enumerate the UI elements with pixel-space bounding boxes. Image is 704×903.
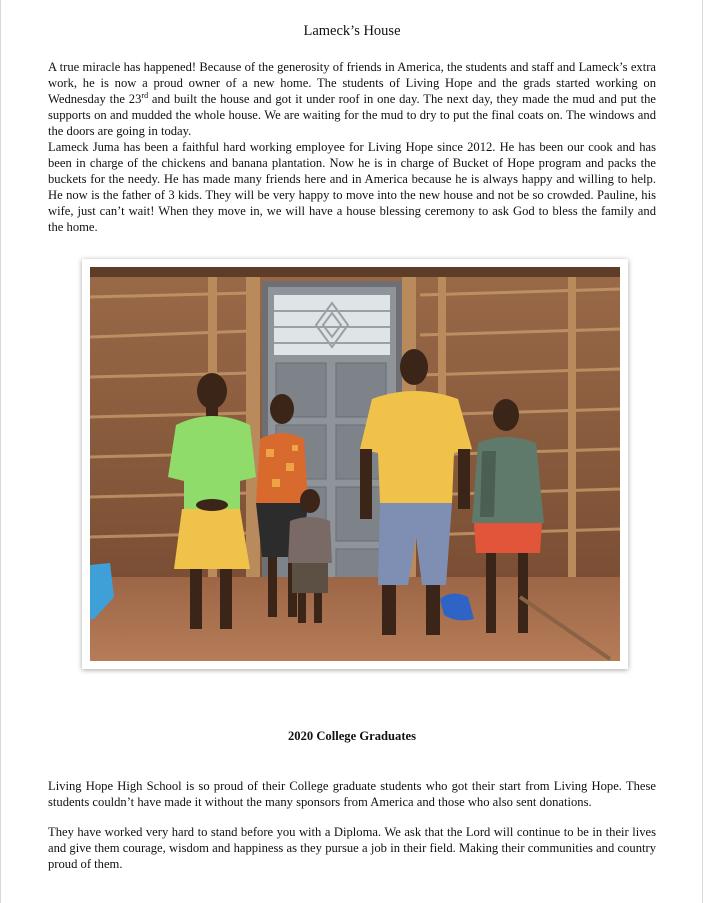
page-edge xyxy=(0,0,1,903)
family-photo xyxy=(82,259,628,669)
paragraph-lameck-bio: Lameck Juma has been a faithful hard working employee for Living Hope since 2012. He has been our cook and has been in charge of the chickens and banana plantation. Now he is in charge of Bucket of Hope program and packs the buckets for the needy. He has made many friends here and in America because he is always happy and willing to help. He now is the father of 3 kids. They will be very happy to move into the new house and not be so crowded. Pauline, his wife, just can’t wait! When they move in, we will have a house blessing ceremony to ask God to bless the family and the home. xyxy=(48,140,656,234)
superscript-ordinal: rd xyxy=(141,90,149,100)
paragraph-graduates-blessing: They have worked very hard to stand before you with a Diploma. We ask that the Lord will continue to be in their lives and give them courage, wisdom and happiness as they pursue a job in their field. Making their communities and country proud of them. xyxy=(48,825,656,871)
paragraph-text: and built the house and got it under roof in one day. The next day, they made the mud and put the supports on and mudded the whole house. We are waiting for the mud to dry to put the final coats on. The windows and the doors are going in today. xyxy=(48,92,657,138)
family-house-photo-illustration xyxy=(90,267,620,661)
paragraph-graduates-intro: Living Hope High School is so proud of their College graduate students who got their start from Living Hope. These students couldn’t have made it without the many sponsors from America and those who also sent donations. xyxy=(48,779,656,809)
paragraph-text: A true miracle has happened! Because of the generosity of friends in America, the students and staff and Lameck’s extra work, he is now a proud owner of a new home. The students of Living Hope and the grads started working on Wednesday the 23 xyxy=(48,60,656,106)
page-edge xyxy=(702,0,703,903)
section-title-college-graduates: 2020 College Graduates xyxy=(287,729,417,743)
paragraph-house-story xyxy=(48,59,656,139)
ground xyxy=(90,577,620,661)
section-title-lamecks-house: Lameck’s House xyxy=(303,23,401,39)
